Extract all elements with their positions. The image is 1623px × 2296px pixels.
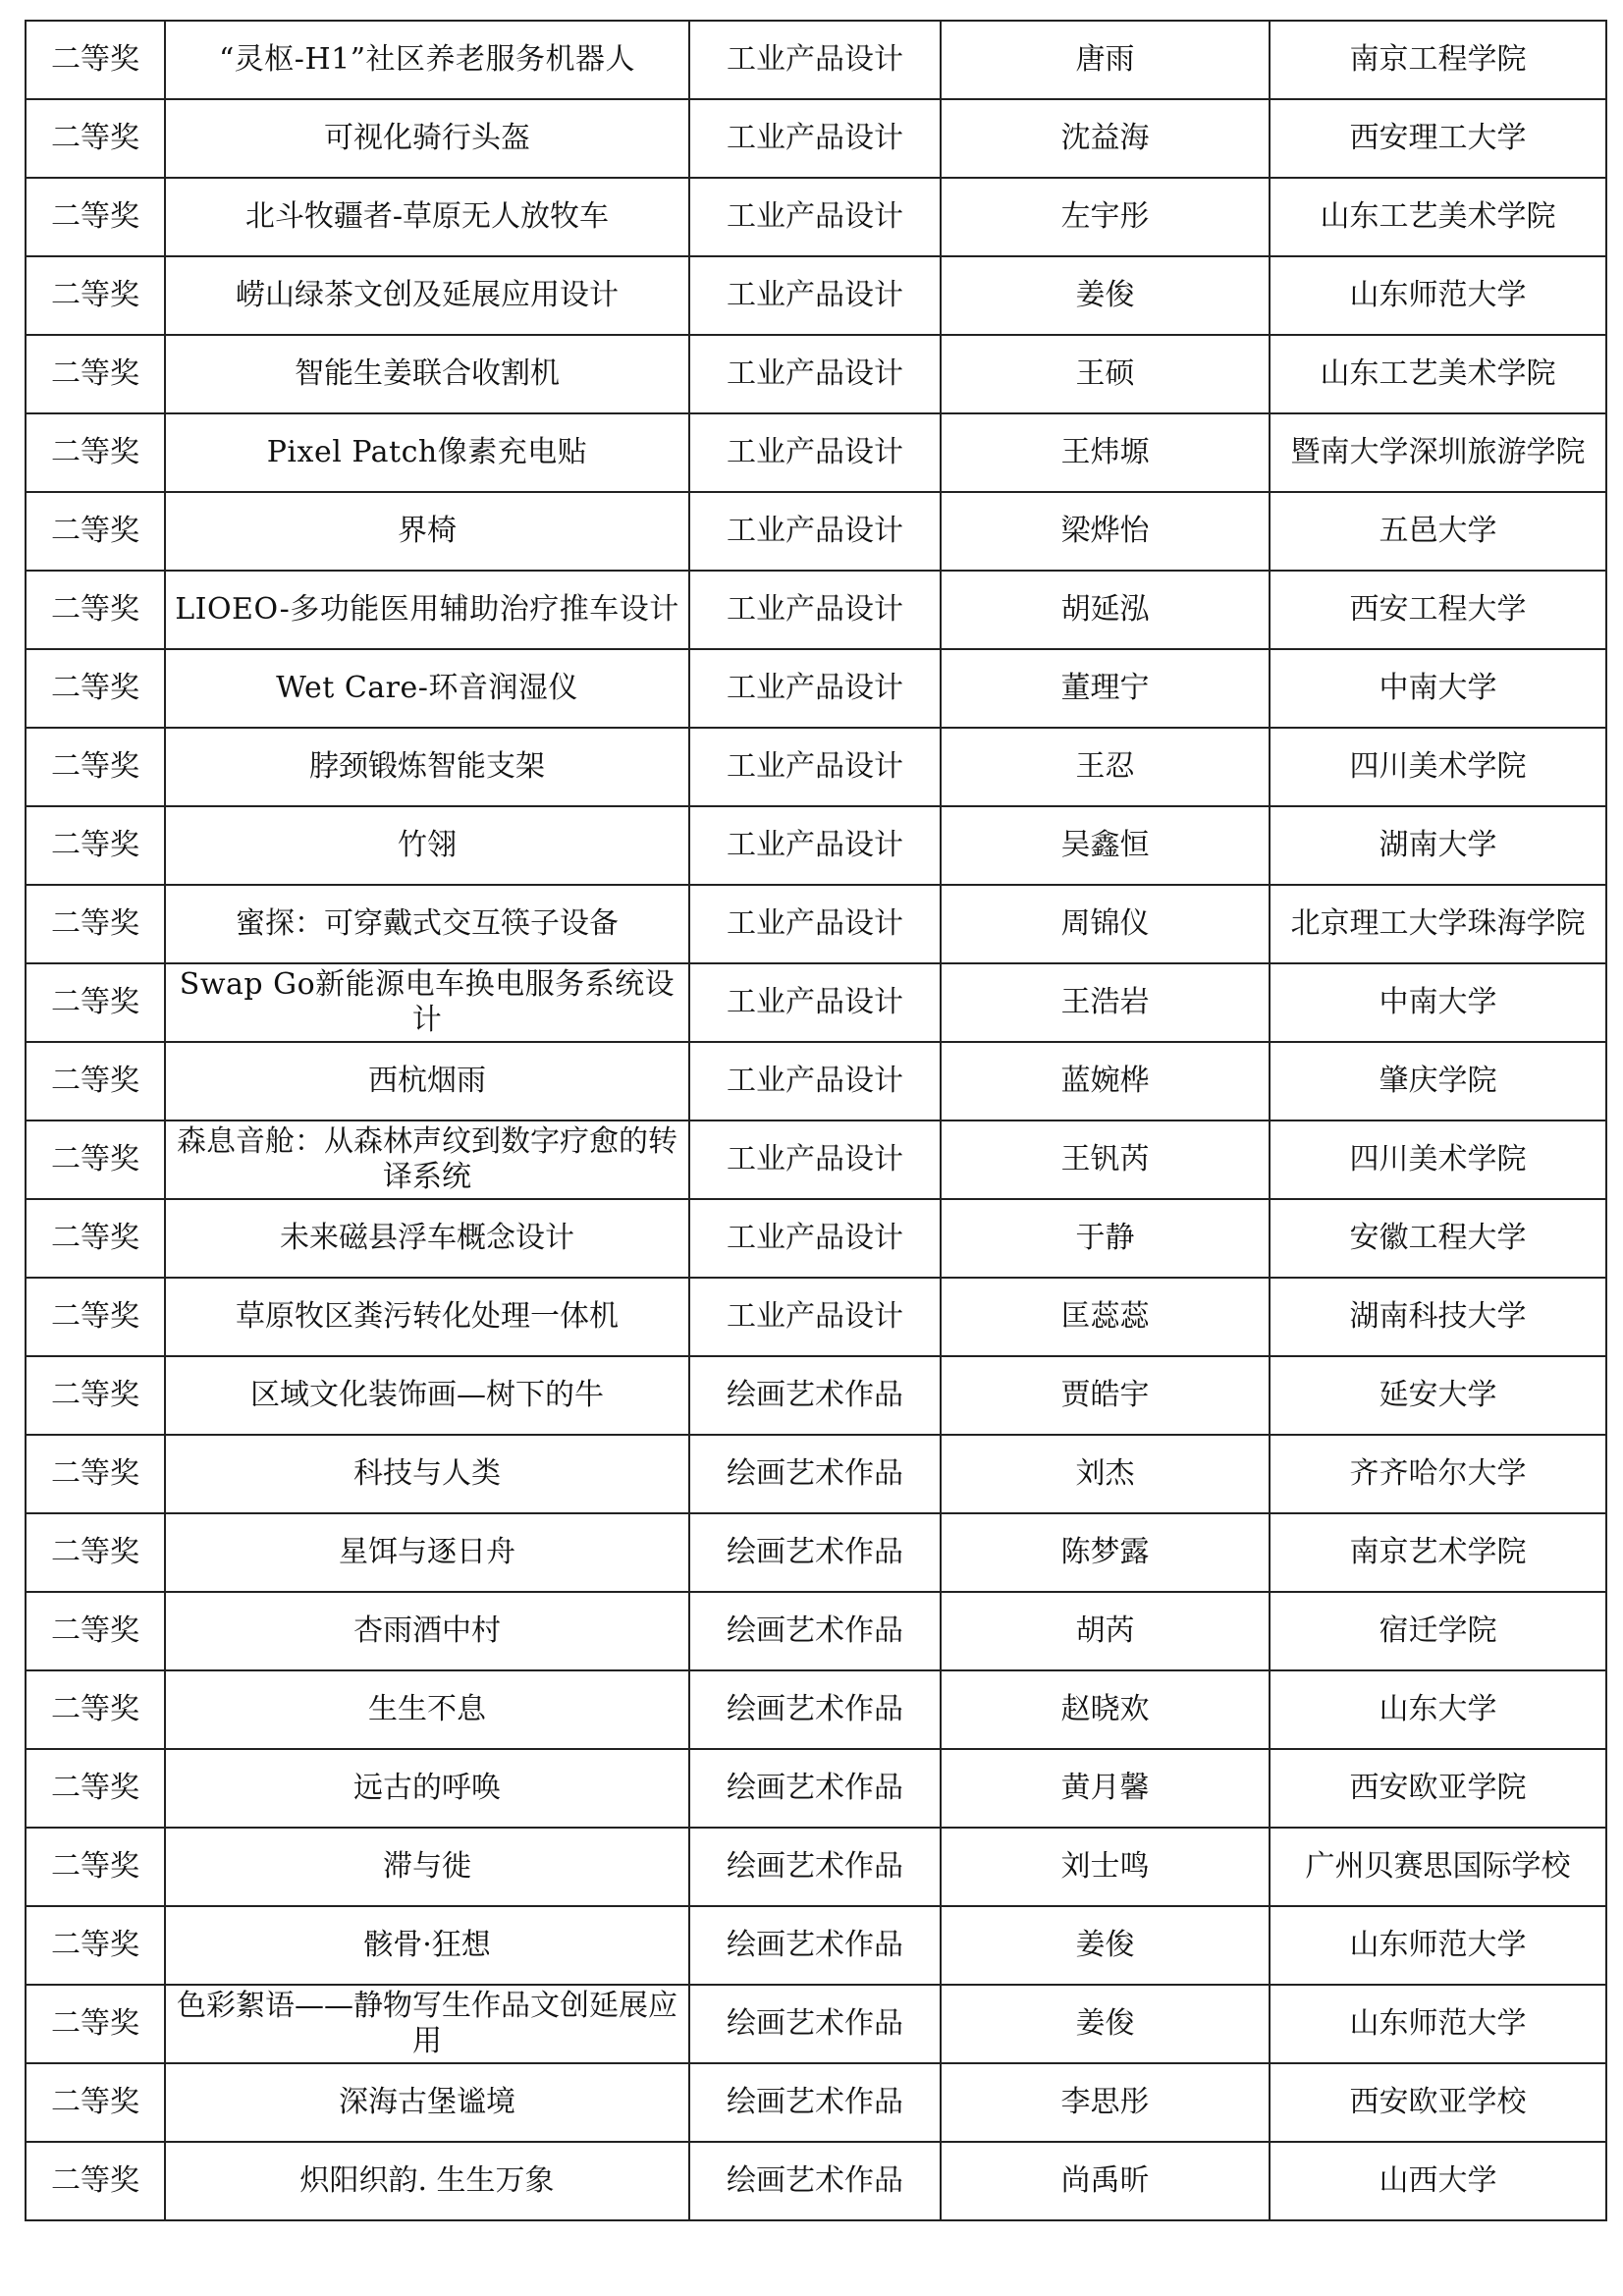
author-name-cell: 姜俊 [941, 256, 1270, 335]
work-title-cell: 区域文化装饰画—树下的牛 [165, 1356, 689, 1435]
work-title-cell: LIOEO-多功能医用辅助治疗推车设计 [165, 571, 689, 649]
category-cell: 绘画艺术作品 [689, 2063, 941, 2142]
work-title-cell: 竹翎 [165, 806, 689, 885]
work-title-cell: 可视化骑行头盔 [165, 99, 689, 178]
award-level-cell: 二等奖 [26, 21, 165, 99]
school-cell: 北京理工大学珠海学院 [1270, 885, 1606, 963]
category-cell: 绘画艺术作品 [689, 2142, 941, 2220]
work-title-cell: 远古的呼唤 [165, 1749, 689, 1828]
category-cell: 工业产品设计 [689, 1042, 941, 1121]
author-name-cell: 刘士鸣 [941, 1828, 1270, 1906]
author-name-cell: 胡延泓 [941, 571, 1270, 649]
work-title-cell: Pixel Patch像素充电贴 [165, 413, 689, 492]
category-cell: 工业产品设计 [689, 21, 941, 99]
award-level-cell: 二等奖 [26, 1513, 165, 1592]
award-level-cell: 二等奖 [26, 649, 165, 728]
table-row [26, 728, 1606, 806]
author-name-cell: 胡芮 [941, 1592, 1270, 1670]
author-name-cell: 贾皓宇 [941, 1356, 1270, 1435]
category-cell: 绘画艺术作品 [689, 1435, 941, 1513]
school-cell: 四川美术学院 [1270, 1121, 1606, 1199]
work-title-cell: 北斗牧疆者-草原无人放牧车 [165, 178, 689, 256]
school-cell: 中南大学 [1270, 963, 1606, 1042]
awards-sheet [25, 20, 1605, 2221]
author-name-cell: 王钒芮 [941, 1121, 1270, 1199]
table-row [26, 413, 1606, 492]
table-row [26, 1670, 1606, 1749]
author-name-cell: 王硕 [941, 335, 1270, 413]
work-title-cell: 色彩絮语——静物写生作品文创延展应用 [165, 1985, 689, 2063]
school-cell: 安徽工程大学 [1270, 1199, 1606, 1278]
category-cell: 绘画艺术作品 [689, 1828, 941, 1906]
work-title-cell: 杏雨酒中村 [165, 1592, 689, 1670]
school-cell: 齐齐哈尔大学 [1270, 1435, 1606, 1513]
school-cell: 西安理工大学 [1270, 99, 1606, 178]
work-title-cell: 森息音舱：从森林声纹到数字疗愈的转译系统 [165, 1121, 689, 1199]
school-cell: 宿迁学院 [1270, 1592, 1606, 1670]
award-level-cell: 二等奖 [26, 1749, 165, 1828]
work-title-cell: 崂山绿茶文创及延展应用设计 [165, 256, 689, 335]
work-title-cell: 科技与人类 [165, 1435, 689, 1513]
category-cell: 工业产品设计 [689, 413, 941, 492]
school-cell: 山东师范大学 [1270, 1985, 1606, 2063]
award-level-cell: 二等奖 [26, 256, 165, 335]
category-cell: 工业产品设计 [689, 728, 941, 806]
work-title-cell: 智能生姜联合收割机 [165, 335, 689, 413]
table-row [26, 2142, 1606, 2220]
work-title-cell: 骸骨·狂想 [165, 1906, 689, 1985]
awards-table [25, 20, 1607, 2221]
category-cell: 工业产品设计 [689, 1278, 941, 1356]
category-cell: 工业产品设计 [689, 99, 941, 178]
author-name-cell: 王炜塬 [941, 413, 1270, 492]
school-cell: 四川美术学院 [1270, 728, 1606, 806]
author-name-cell: 尚禹昕 [941, 2142, 1270, 2220]
category-cell: 工业产品设计 [689, 885, 941, 963]
author-name-cell: 李思彤 [941, 2063, 1270, 2142]
table-row [26, 1985, 1606, 2063]
school-cell: 延安大学 [1270, 1356, 1606, 1435]
category-cell: 绘画艺术作品 [689, 1670, 941, 1749]
author-name-cell: 蓝婉桦 [941, 1042, 1270, 1121]
school-cell: 山西大学 [1270, 2142, 1606, 2220]
school-cell: 湖南科技大学 [1270, 1278, 1606, 1356]
category-cell: 工业产品设计 [689, 256, 941, 335]
author-name-cell: 唐雨 [941, 21, 1270, 99]
category-cell: 绘画艺术作品 [689, 1749, 941, 1828]
table-row [26, 571, 1606, 649]
author-name-cell: 刘杰 [941, 1435, 1270, 1513]
award-level-cell: 二等奖 [26, 1435, 165, 1513]
table-row [26, 1278, 1606, 1356]
table-row [26, 1592, 1606, 1670]
category-cell: 工业产品设计 [689, 492, 941, 571]
table-row [26, 1906, 1606, 1985]
school-cell: 南京工程学院 [1270, 21, 1606, 99]
author-name-cell: 王忍 [941, 728, 1270, 806]
category-cell: 工业产品设计 [689, 806, 941, 885]
author-name-cell: 姜俊 [941, 1906, 1270, 1985]
school-cell: 湖南大学 [1270, 806, 1606, 885]
author-name-cell: 沈益海 [941, 99, 1270, 178]
award-level-cell: 二等奖 [26, 963, 165, 1042]
school-cell: 山东工艺美术学院 [1270, 178, 1606, 256]
category-cell: 绘画艺术作品 [689, 1592, 941, 1670]
award-level-cell: 二等奖 [26, 885, 165, 963]
school-cell: 山东大学 [1270, 1670, 1606, 1749]
author-name-cell: 董理宁 [941, 649, 1270, 728]
category-cell: 工业产品设计 [689, 1121, 941, 1199]
category-cell: 绘画艺术作品 [689, 1356, 941, 1435]
school-cell: 西安欧亚学院 [1270, 1749, 1606, 1828]
table-row [26, 649, 1606, 728]
school-cell: 山东师范大学 [1270, 1906, 1606, 1985]
work-title-cell: 滞与徙 [165, 1828, 689, 1906]
school-cell: 西安欧亚学校 [1270, 2063, 1606, 2142]
school-cell: 西安工程大学 [1270, 571, 1606, 649]
award-level-cell: 二等奖 [26, 1592, 165, 1670]
work-title-cell: 炽阳织韵. 生生万象 [165, 2142, 689, 2220]
work-title-cell: Wet Care-环音润湿仪 [165, 649, 689, 728]
work-title-cell: 深海古堡谧境 [165, 2063, 689, 2142]
table-row [26, 492, 1606, 571]
author-name-cell: 姜俊 [941, 1985, 1270, 2063]
award-level-cell: 二等奖 [26, 1828, 165, 1906]
author-name-cell: 陈梦露 [941, 1513, 1270, 1592]
author-name-cell: 周锦仪 [941, 885, 1270, 963]
table-row [26, 1435, 1606, 1513]
category-cell: 工业产品设计 [689, 335, 941, 413]
table-row [26, 885, 1606, 963]
award-level-cell: 二等奖 [26, 1356, 165, 1435]
category-cell: 绘画艺术作品 [689, 1985, 941, 2063]
table-row [26, 21, 1606, 99]
award-level-cell: 二等奖 [26, 1121, 165, 1199]
table-row [26, 1199, 1606, 1278]
work-title-cell: 蜜探：可穿戴式交互筷子设备 [165, 885, 689, 963]
school-cell: 广州贝赛思国际学校 [1270, 1828, 1606, 1906]
author-name-cell: 王浩岩 [941, 963, 1270, 1042]
work-title-cell: 未来磁县浮车概念设计 [165, 1199, 689, 1278]
work-title-cell: 界椅 [165, 492, 689, 571]
author-name-cell: 匡蕊蕊 [941, 1278, 1270, 1356]
school-cell: 中南大学 [1270, 649, 1606, 728]
table-row [26, 1513, 1606, 1592]
table-row [26, 1749, 1606, 1828]
award-level-cell: 二等奖 [26, 1985, 165, 2063]
school-cell: 南京艺术学院 [1270, 1513, 1606, 1592]
category-cell: 工业产品设计 [689, 649, 941, 728]
table-row [26, 256, 1606, 335]
table-row [26, 2063, 1606, 2142]
award-level-cell: 二等奖 [26, 1278, 165, 1356]
school-cell: 五邑大学 [1270, 492, 1606, 571]
author-name-cell: 赵晓欢 [941, 1670, 1270, 1749]
awards-table-body [26, 21, 1606, 2220]
category-cell: 工业产品设计 [689, 571, 941, 649]
table-row [26, 1042, 1606, 1121]
school-cell: 暨南大学深圳旅游学院 [1270, 413, 1606, 492]
award-level-cell: 二等奖 [26, 1042, 165, 1121]
award-level-cell: 二等奖 [26, 178, 165, 256]
work-title-cell: 星饵与逐日舟 [165, 1513, 689, 1592]
table-row [26, 335, 1606, 413]
category-cell: 工业产品设计 [689, 1199, 941, 1278]
category-cell: 工业产品设计 [689, 963, 941, 1042]
author-name-cell: 左宇彤 [941, 178, 1270, 256]
award-level-cell: 二等奖 [26, 806, 165, 885]
award-level-cell: 二等奖 [26, 1670, 165, 1749]
category-cell: 绘画艺术作品 [689, 1906, 941, 1985]
award-level-cell: 二等奖 [26, 571, 165, 649]
award-level-cell: 二等奖 [26, 728, 165, 806]
award-level-cell: 二等奖 [26, 2063, 165, 2142]
school-cell: 山东工艺美术学院 [1270, 335, 1606, 413]
table-row [26, 178, 1606, 256]
work-title-cell: 生生不息 [165, 1670, 689, 1749]
author-name-cell: 黄月馨 [941, 1749, 1270, 1828]
table-row [26, 806, 1606, 885]
award-level-cell: 二等奖 [26, 2142, 165, 2220]
award-level-cell: 二等奖 [26, 99, 165, 178]
school-cell: 肇庆学院 [1270, 1042, 1606, 1121]
work-title-cell: “灵枢-H1”社区养老服务机器人 [165, 21, 689, 99]
work-title-cell: Swap Go新能源电车换电服务系统设计 [165, 963, 689, 1042]
author-name-cell: 于静 [941, 1199, 1270, 1278]
category-cell: 绘画艺术作品 [689, 1513, 941, 1592]
author-name-cell: 梁烨怡 [941, 492, 1270, 571]
school-cell: 山东师范大学 [1270, 256, 1606, 335]
award-level-cell: 二等奖 [26, 492, 165, 571]
table-row [26, 1828, 1606, 1906]
work-title-cell: 脖颈锻炼智能支架 [165, 728, 689, 806]
award-level-cell: 二等奖 [26, 335, 165, 413]
category-cell: 工业产品设计 [689, 178, 941, 256]
award-level-cell: 二等奖 [26, 1199, 165, 1278]
table-row [26, 1121, 1606, 1199]
award-level-cell: 二等奖 [26, 1906, 165, 1985]
work-title-cell: 西杭烟雨 [165, 1042, 689, 1121]
award-level-cell: 二等奖 [26, 413, 165, 492]
table-row [26, 1356, 1606, 1435]
table-row [26, 963, 1606, 1042]
author-name-cell: 吴鑫恒 [941, 806, 1270, 885]
work-title-cell: 草原牧区粪污转化处理一体机 [165, 1278, 689, 1356]
table-row [26, 99, 1606, 178]
